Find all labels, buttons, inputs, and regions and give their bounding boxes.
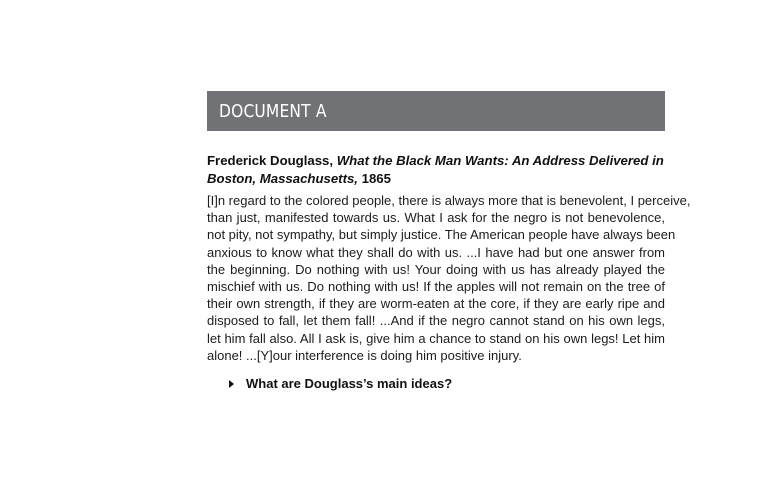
- triangle-bullet-icon: [229, 380, 234, 388]
- source-author: Frederick Douglass,: [207, 153, 334, 168]
- source-work-title: What the Black Man Wants: An Address Delivered in Boston, Massachusetts,: [207, 153, 664, 186]
- excerpt-paragraph: [207, 192, 691, 364]
- excerpt-line: not pity, not sympathy, but simply justice. The American people have always been: [207, 227, 676, 243]
- excerpt-line: anxious to know what they shall do with us. ...I have had but one answer from: [207, 244, 665, 260]
- excerpt-line: mischief with us. Do nothing with us! If the apples will not remain on the tree of: [207, 279, 665, 295]
- source-year: 1865: [361, 171, 391, 186]
- excerpt-line: [I]n regard to the colored people, there is always more that is benevolent, I perceive,: [207, 193, 691, 208]
- document-title: DOCUMENT A: [219, 100, 327, 122]
- excerpt-line: disposed to fall, let them fall! ...And if the negro cannot stand on his own legs,: [207, 313, 665, 329]
- excerpt-line: alone! ...[Y]our interference is doing him positive injury.: [207, 347, 522, 363]
- question-text: What are Douglass’s main ideas?: [246, 376, 453, 391]
- excerpt-line: let him fall also. All I ask is, give him a chance to stand on his own legs! Let him: [207, 330, 665, 346]
- document-banner: [207, 91, 665, 131]
- source-citation: [207, 152, 667, 188]
- excerpt-line: the beginning. Do nothing with us! Your doing with us has already played the: [207, 261, 665, 277]
- guiding-question: [229, 376, 452, 391]
- excerpt-line: their own strength, if they are worm-eaten at the core, if they are early ripe and: [207, 296, 665, 312]
- excerpt-line: than just, manifested towards us. What I ask for the negro is not benevolence,: [207, 210, 665, 226]
